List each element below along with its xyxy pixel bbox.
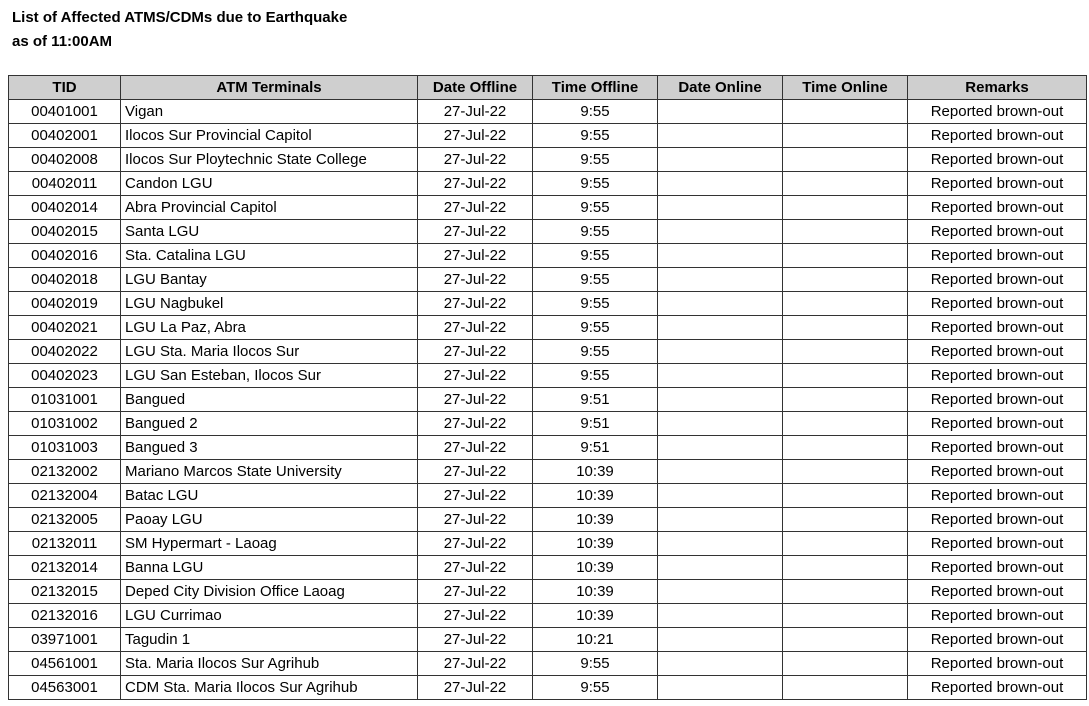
table-row bbox=[9, 628, 1087, 652]
table-row bbox=[9, 364, 1087, 388]
cell-date-online bbox=[658, 244, 783, 268]
cell-remarks: Reported brown-out bbox=[908, 388, 1087, 412]
cell-time-offline: 10:39 bbox=[533, 460, 658, 484]
cell-time-online bbox=[783, 388, 908, 412]
cell-date-online bbox=[658, 124, 783, 148]
table-row bbox=[9, 172, 1087, 196]
cell-remarks: Reported brown-out bbox=[908, 268, 1087, 292]
cell-date-online bbox=[658, 268, 783, 292]
cell-date-offline: 27-Jul-22 bbox=[418, 100, 533, 124]
cell-date-online bbox=[658, 460, 783, 484]
cell-tid: 00402018 bbox=[9, 268, 121, 292]
cell-atm-terminal: SM Hypermart - Laoag bbox=[121, 532, 418, 556]
column-header-remarks: Remarks bbox=[908, 76, 1087, 100]
cell-time-online bbox=[783, 604, 908, 628]
cell-time-offline: 9:51 bbox=[533, 388, 658, 412]
cell-date-online bbox=[658, 532, 783, 556]
cell-time-offline: 9:51 bbox=[533, 436, 658, 460]
cell-tid: 00402022 bbox=[9, 340, 121, 364]
cell-date-offline: 27-Jul-22 bbox=[418, 172, 533, 196]
cell-tid: 00402008 bbox=[9, 148, 121, 172]
cell-time-online bbox=[783, 676, 908, 700]
document-title bbox=[12, 6, 347, 54]
cell-atm-terminal: Mariano Marcos State University bbox=[121, 460, 418, 484]
table-row bbox=[9, 100, 1087, 124]
cell-date-online bbox=[658, 484, 783, 508]
cell-time-online bbox=[783, 412, 908, 436]
cell-remarks: Reported brown-out bbox=[908, 436, 1087, 460]
cell-time-online bbox=[783, 148, 908, 172]
cell-atm-terminal: Banna LGU bbox=[121, 556, 418, 580]
cell-atm-terminal: Tagudin 1 bbox=[121, 628, 418, 652]
cell-tid: 01031003 bbox=[9, 436, 121, 460]
cell-atm-terminal: LGU Bantay bbox=[121, 268, 418, 292]
cell-date-online bbox=[658, 100, 783, 124]
cell-date-offline: 27-Jul-22 bbox=[418, 676, 533, 700]
cell-atm-terminal: Bangued 3 bbox=[121, 436, 418, 460]
cell-atm-terminal: Bangued 2 bbox=[121, 412, 418, 436]
table-row bbox=[9, 148, 1087, 172]
cell-atm-terminal: LGU Sta. Maria Ilocos Sur bbox=[121, 340, 418, 364]
cell-time-online bbox=[783, 652, 908, 676]
cell-time-online bbox=[783, 100, 908, 124]
column-header-tid: TID bbox=[9, 76, 121, 100]
cell-date-offline: 27-Jul-22 bbox=[418, 340, 533, 364]
cell-tid: 00402014 bbox=[9, 196, 121, 220]
table-row bbox=[9, 652, 1087, 676]
cell-date-online bbox=[658, 652, 783, 676]
table-row bbox=[9, 220, 1087, 244]
cell-atm-terminal: Candon LGU bbox=[121, 172, 418, 196]
cell-time-online bbox=[783, 532, 908, 556]
cell-tid: 00401001 bbox=[9, 100, 121, 124]
cell-time-online bbox=[783, 628, 908, 652]
cell-date-offline: 27-Jul-22 bbox=[418, 292, 533, 316]
cell-time-offline: 10:39 bbox=[533, 556, 658, 580]
cell-time-offline: 9:55 bbox=[533, 148, 658, 172]
table-row bbox=[9, 604, 1087, 628]
cell-date-online bbox=[658, 412, 783, 436]
cell-date-online bbox=[658, 148, 783, 172]
cell-time-online bbox=[783, 580, 908, 604]
cell-tid: 02132015 bbox=[9, 580, 121, 604]
cell-remarks: Reported brown-out bbox=[908, 460, 1087, 484]
cell-date-offline: 27-Jul-22 bbox=[418, 628, 533, 652]
cell-date-online bbox=[658, 196, 783, 220]
cell-date-offline: 27-Jul-22 bbox=[418, 124, 533, 148]
cell-time-online bbox=[783, 508, 908, 532]
cell-date-offline: 27-Jul-22 bbox=[418, 556, 533, 580]
cell-remarks: Reported brown-out bbox=[908, 292, 1087, 316]
cell-date-offline: 27-Jul-22 bbox=[418, 412, 533, 436]
cell-time-offline: 9:51 bbox=[533, 412, 658, 436]
affected-atms-table bbox=[8, 75, 1087, 700]
cell-time-offline: 9:55 bbox=[533, 652, 658, 676]
cell-time-offline: 9:55 bbox=[533, 676, 658, 700]
cell-remarks: Reported brown-out bbox=[908, 220, 1087, 244]
cell-date-offline: 27-Jul-22 bbox=[418, 580, 533, 604]
cell-time-offline: 9:55 bbox=[533, 364, 658, 388]
cell-tid: 02132011 bbox=[9, 532, 121, 556]
cell-remarks: Reported brown-out bbox=[908, 172, 1087, 196]
cell-remarks: Reported brown-out bbox=[908, 556, 1087, 580]
table-row bbox=[9, 292, 1087, 316]
cell-atm-terminal: Deped City Division Office Laoag bbox=[121, 580, 418, 604]
cell-time-online bbox=[783, 124, 908, 148]
cell-tid: 02132004 bbox=[9, 484, 121, 508]
cell-time-online bbox=[783, 484, 908, 508]
cell-time-offline: 9:55 bbox=[533, 220, 658, 244]
cell-date-online bbox=[658, 292, 783, 316]
cell-time-online bbox=[783, 196, 908, 220]
cell-remarks: Reported brown-out bbox=[908, 148, 1087, 172]
cell-tid: 00402019 bbox=[9, 292, 121, 316]
cell-remarks: Reported brown-out bbox=[908, 316, 1087, 340]
cell-date-offline: 27-Jul-22 bbox=[418, 532, 533, 556]
cell-remarks: Reported brown-out bbox=[908, 412, 1087, 436]
table-row bbox=[9, 412, 1087, 436]
cell-date-offline: 27-Jul-22 bbox=[418, 148, 533, 172]
cell-tid: 04563001 bbox=[9, 676, 121, 700]
header-row bbox=[9, 76, 1087, 100]
cell-remarks: Reported brown-out bbox=[908, 100, 1087, 124]
cell-tid: 00402011 bbox=[9, 172, 121, 196]
title-line-1: List of Affected ATMS/CDMs due to Earthquake bbox=[12, 9, 348, 26]
cell-date-offline: 27-Jul-22 bbox=[418, 484, 533, 508]
cell-date-online bbox=[658, 220, 783, 244]
cell-tid: 00402015 bbox=[9, 220, 121, 244]
cell-atm-terminal: Sta. Maria Ilocos Sur Agrihub bbox=[121, 652, 418, 676]
cell-tid: 00402021 bbox=[9, 316, 121, 340]
table-row bbox=[9, 580, 1087, 604]
cell-tid: 00402016 bbox=[9, 244, 121, 268]
cell-remarks: Reported brown-out bbox=[908, 532, 1087, 556]
cell-date-offline: 27-Jul-22 bbox=[418, 220, 533, 244]
column-header-date-offline: Date Offline bbox=[418, 76, 533, 100]
cell-date-online bbox=[658, 340, 783, 364]
table-row bbox=[9, 388, 1087, 412]
cell-time-online bbox=[783, 316, 908, 340]
cell-date-online bbox=[658, 508, 783, 532]
cell-remarks: Reported brown-out bbox=[908, 484, 1087, 508]
table-row bbox=[9, 556, 1087, 580]
cell-time-online bbox=[783, 436, 908, 460]
cell-remarks: Reported brown-out bbox=[908, 340, 1087, 364]
cell-time-offline: 9:55 bbox=[533, 292, 658, 316]
table-row bbox=[9, 124, 1087, 148]
cell-date-online bbox=[658, 436, 783, 460]
table-row bbox=[9, 436, 1087, 460]
cell-date-offline: 27-Jul-22 bbox=[418, 604, 533, 628]
cell-time-offline: 9:55 bbox=[533, 340, 658, 364]
cell-tid: 00402001 bbox=[9, 124, 121, 148]
table-row bbox=[9, 676, 1087, 700]
table-row bbox=[9, 196, 1087, 220]
cell-date-offline: 27-Jul-22 bbox=[418, 508, 533, 532]
cell-remarks: Reported brown-out bbox=[908, 628, 1087, 652]
cell-time-offline: 10:21 bbox=[533, 628, 658, 652]
cell-date-offline: 27-Jul-22 bbox=[418, 388, 533, 412]
table-row bbox=[9, 508, 1087, 532]
cell-atm-terminal: Vigan bbox=[121, 100, 418, 124]
cell-date-online bbox=[658, 364, 783, 388]
cell-remarks: Reported brown-out bbox=[908, 604, 1087, 628]
cell-time-offline: 9:55 bbox=[533, 100, 658, 124]
cell-time-offline: 10:39 bbox=[533, 604, 658, 628]
table-row bbox=[9, 268, 1087, 292]
cell-atm-terminal: Abra Provincial Capitol bbox=[121, 196, 418, 220]
table-row bbox=[9, 484, 1087, 508]
cell-date-offline: 27-Jul-22 bbox=[418, 460, 533, 484]
cell-time-online bbox=[783, 172, 908, 196]
title-line-2: as of 11:00AM bbox=[12, 33, 113, 50]
column-header-time-offline: Time Offline bbox=[533, 76, 658, 100]
cell-time-online bbox=[783, 340, 908, 364]
cell-time-offline: 9:55 bbox=[533, 244, 658, 268]
cell-time-online bbox=[783, 292, 908, 316]
table-row bbox=[9, 460, 1087, 484]
cell-time-online bbox=[783, 220, 908, 244]
table-row bbox=[9, 244, 1087, 268]
cell-time-offline: 10:39 bbox=[533, 484, 658, 508]
cell-tid: 02132014 bbox=[9, 556, 121, 580]
cell-date-online bbox=[658, 604, 783, 628]
cell-atm-terminal: LGU Nagbukel bbox=[121, 292, 418, 316]
cell-time-offline: 9:55 bbox=[533, 268, 658, 292]
table-body bbox=[9, 100, 1087, 700]
cell-date-offline: 27-Jul-22 bbox=[418, 364, 533, 388]
cell-time-offline: 10:39 bbox=[533, 532, 658, 556]
cell-date-online bbox=[658, 556, 783, 580]
cell-tid: 01031002 bbox=[9, 412, 121, 436]
cell-time-offline: 10:39 bbox=[533, 508, 658, 532]
cell-remarks: Reported brown-out bbox=[908, 508, 1087, 532]
column-header-atm-terminals: ATM Terminals bbox=[121, 76, 418, 100]
table-row bbox=[9, 340, 1087, 364]
cell-tid: 02132005 bbox=[9, 508, 121, 532]
cell-tid: 03971001 bbox=[9, 628, 121, 652]
cell-time-offline: 10:39 bbox=[533, 580, 658, 604]
cell-date-online bbox=[658, 388, 783, 412]
cell-time-offline: 9:55 bbox=[533, 124, 658, 148]
cell-date-offline: 27-Jul-22 bbox=[418, 652, 533, 676]
cell-atm-terminal: Ilocos Sur Ploytechnic State College bbox=[121, 148, 418, 172]
cell-remarks: Reported brown-out bbox=[908, 196, 1087, 220]
column-header-date-online: Date Online bbox=[658, 76, 783, 100]
cell-time-offline: 9:55 bbox=[533, 196, 658, 220]
cell-date-online bbox=[658, 676, 783, 700]
cell-atm-terminal: Bangued bbox=[121, 388, 418, 412]
cell-date-online bbox=[658, 628, 783, 652]
cell-time-online bbox=[783, 460, 908, 484]
cell-tid: 01031001 bbox=[9, 388, 121, 412]
cell-remarks: Reported brown-out bbox=[908, 676, 1087, 700]
cell-date-online bbox=[658, 580, 783, 604]
cell-atm-terminal: Ilocos Sur Provincial Capitol bbox=[121, 124, 418, 148]
cell-time-online bbox=[783, 556, 908, 580]
cell-date-offline: 27-Jul-22 bbox=[418, 244, 533, 268]
cell-time-offline: 9:55 bbox=[533, 172, 658, 196]
cell-time-online bbox=[783, 244, 908, 268]
cell-remarks: Reported brown-out bbox=[908, 580, 1087, 604]
cell-atm-terminal: Batac LGU bbox=[121, 484, 418, 508]
cell-atm-terminal: LGU La Paz, Abra bbox=[121, 316, 418, 340]
cell-tid: 04561001 bbox=[9, 652, 121, 676]
cell-atm-terminal: Santa LGU bbox=[121, 220, 418, 244]
cell-date-online bbox=[658, 172, 783, 196]
cell-time-online bbox=[783, 268, 908, 292]
cell-remarks: Reported brown-out bbox=[908, 244, 1087, 268]
cell-atm-terminal: Paoay LGU bbox=[121, 508, 418, 532]
cell-date-offline: 27-Jul-22 bbox=[418, 316, 533, 340]
cell-time-offline: 9:55 bbox=[533, 316, 658, 340]
cell-date-offline: 27-Jul-22 bbox=[418, 436, 533, 460]
table-row bbox=[9, 532, 1087, 556]
cell-tid: 00402023 bbox=[9, 364, 121, 388]
cell-date-online bbox=[658, 316, 783, 340]
cell-remarks: Reported brown-out bbox=[908, 124, 1087, 148]
cell-date-offline: 27-Jul-22 bbox=[418, 196, 533, 220]
cell-tid: 02132016 bbox=[9, 604, 121, 628]
cell-atm-terminal: LGU Currimao bbox=[121, 604, 418, 628]
table-row bbox=[9, 316, 1087, 340]
column-header-time-online: Time Online bbox=[783, 76, 908, 100]
cell-time-online bbox=[783, 364, 908, 388]
cell-date-offline: 27-Jul-22 bbox=[418, 268, 533, 292]
cell-atm-terminal: LGU San Esteban, Ilocos Sur bbox=[121, 364, 418, 388]
cell-remarks: Reported brown-out bbox=[908, 364, 1087, 388]
cell-remarks: Reported brown-out bbox=[908, 652, 1087, 676]
cell-tid: 02132002 bbox=[9, 460, 121, 484]
cell-atm-terminal: CDM Sta. Maria Ilocos Sur Agrihub bbox=[121, 676, 418, 700]
cell-atm-terminal: Sta. Catalina LGU bbox=[121, 244, 418, 268]
